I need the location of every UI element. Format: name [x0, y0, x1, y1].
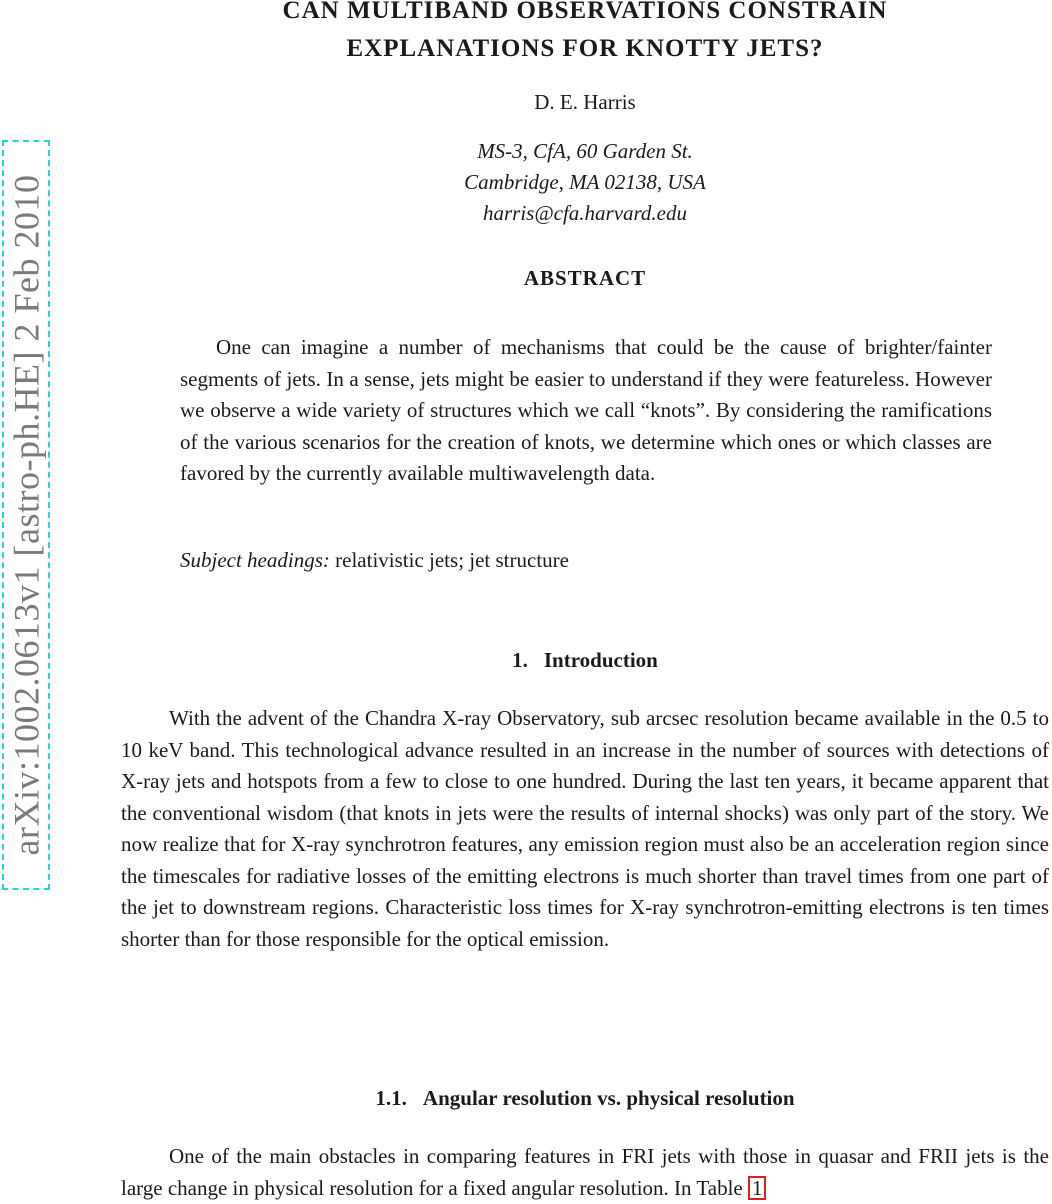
subject-headings-text: relativistic jets; jet structure [335, 548, 569, 572]
arxiv-identifier[interactable]: arXiv:1002.0613v1 [astro-ph.HE] 2 Feb 2010 [6, 174, 46, 856]
introduction-paragraph: With the advent of the Chandra X-ray Observatory, sub arcsec resolution became available in the 0.5 to 10 keV band. This technological advance resulted in an increase in the number of sources with detections of X-ray jets and hotspots from a few to close to one hundred. During the last ten years, it became apparent that the conventional wisdom (that knots in jets were the results of internal shocks) was only part of the story. We now realize that for X-ray synchrotron features, any emission region must also be an acceleration region since the timescales for radiative losses of the emitting electrons is much shorter than travel times from one part of the jet to downstream regions. Characteristic loss times for X-ray synchrotron-emitting electrons is ten times shorter than for those responsible for the optical emission. [121, 706, 1049, 951]
paper-title [120, 0, 1050, 68]
subsection-title: Angular resolution vs. physical resolution [422, 1086, 795, 1110]
affiliation [120, 136, 1050, 229]
affiliation-city: Cambridge, MA 02138, USA [464, 170, 706, 194]
subsection-heading-angular-resolution [120, 1086, 1050, 1111]
title-line-1: CAN MULTIBAND OBSERVATIONS CONSTRAIN [282, 0, 888, 24]
author-email[interactable]: harris@cfa.harvard.edu [482, 201, 688, 225]
abstract-heading: ABSTRACT [523, 266, 647, 290]
author-name: D. E. Harris [534, 90, 636, 114]
subject-headings [180, 548, 992, 573]
subsection-number: 1.1. [375, 1086, 407, 1110]
table-reference-link[interactable]: 1 [748, 1176, 767, 1200]
section-number: 1. [512, 648, 528, 672]
title-line-2: EXPLANATIONS FOR KNOTTY JETS? [346, 35, 824, 62]
section-heading-introduction [120, 648, 1050, 673]
angular-resolution-paragraph [121, 1141, 1049, 1204]
angular-resolution-text: One of the main obstacles in comparing features in FRI jets with those in quasar and FRII jets is the large change in physical resolution for a fixed angular resolution. In Table [121, 1144, 1049, 1200]
section-title: Introduction [543, 648, 658, 672]
arxiv-stamp [2, 140, 50, 890]
subject-headings-label: Subject headings: [180, 548, 330, 572]
affiliation-address: MS-3, CfA, 60 Garden St. [477, 139, 693, 163]
abstract-text: One can imagine a number of mechanisms that could be the cause of brighter/fainter segments of jets. In a sense, jets might be easier to understand if they were featureless. However we observe a wide variety of structures which we call “knots”. By considering the ramifications of the various scenarios for the creation of knots, we determine which ones or which classes are favored by the currently available multiwavelength data. [180, 335, 992, 485]
